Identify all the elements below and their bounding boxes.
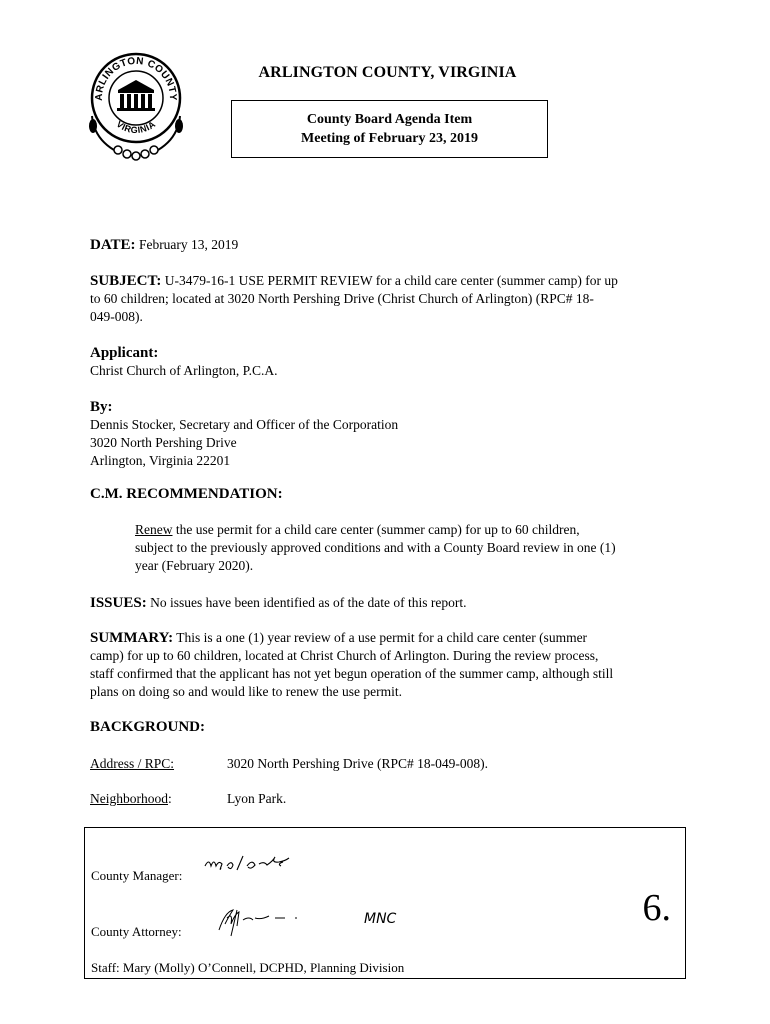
recommendation-text	[135, 521, 695, 575]
meeting-date: Meeting of February 23, 2019	[301, 131, 478, 146]
neighborhood-label: Neighborhood	[90, 791, 168, 806]
issues-label: ISSUES:	[90, 595, 147, 611]
summary-section	[90, 629, 690, 701]
date-line	[90, 236, 238, 254]
agenda-item-title: County Board Agenda Item	[306, 112, 473, 127]
summary-line-4: plans on doing so and would like to renew the use permit.	[90, 684, 402, 699]
county-attorney-initials-mark	[362, 908, 406, 928]
recommendation-label: C.M. RECOMMENDATION:	[90, 486, 283, 502]
summary-line-1: This is a one (1) year review of a use permit for a child care center (summer	[176, 630, 588, 645]
county-manager-signature	[203, 852, 303, 874]
issues-value: No issues have been identified as of the date of this report.	[150, 595, 467, 610]
staff-line: Staff: Mary (Molly) O’Connell, DCPHD, Planning Division	[91, 960, 405, 975]
applicant-label: Applicant:	[90, 345, 159, 361]
seal-text-top: ARLINGTON COUNTY	[93, 55, 179, 101]
date-value: February 13, 2019	[138, 237, 239, 252]
by-label: By:	[90, 399, 113, 415]
recommendation-line-2: subject to the previously approved conditions and with a County Board review in one (1)	[135, 540, 616, 555]
recommendation-verb: Renew	[135, 522, 173, 537]
county-manager-label: County Manager:	[91, 868, 183, 883]
recommendation-line-3: year (February 2020).	[135, 558, 254, 573]
county-seal-logo	[84, 46, 188, 164]
summary-line-3: staff confirmed that the applicant has not yet begun operation of the summer camp, although still	[90, 666, 614, 681]
date-label: DATE:	[90, 237, 136, 253]
item-number: 6.	[642, 887, 671, 929]
county-attorney-signature	[215, 900, 305, 938]
summary-line-2: camp) for up to 60 children, located at Christ Church of Arlington. During the review process,	[90, 648, 599, 663]
by-line-2: 3020 North Pershing Drive	[90, 435, 237, 450]
applicant-section	[90, 344, 278, 380]
by-line-3: Arlington, Virginia 22201	[90, 453, 231, 468]
neighborhood-value: Lyon Park.	[227, 791, 287, 806]
subject-line-2: to 60 children; located at 3020 North Pershing Drive (Christ Church of Arlington) (RPC# 18-	[90, 291, 594, 306]
subject-section	[90, 272, 690, 326]
address-value: 3020 North Pershing Drive (RPC# 18-049-008).	[227, 756, 488, 771]
summary-label: SUMMARY:	[90, 630, 174, 646]
subject-line-1: U-3479-16-1 USE PERMIT REVIEW for a child care center (summer camp) for up	[164, 273, 618, 288]
seal-text-bottom: VIRGINIA	[114, 118, 158, 136]
subject-line-3: 049-008).	[90, 309, 143, 324]
address-label: Address / RPC:	[90, 756, 175, 771]
by-section	[90, 398, 398, 470]
issues-line	[90, 594, 466, 612]
neighborhood-line	[90, 790, 172, 808]
county-attorney-label: County Attorney:	[91, 924, 182, 939]
county-title: ARLINGTON COUNTY, VIRGINIA	[258, 64, 517, 81]
subject-label: SUBJECT:	[90, 273, 162, 289]
recommendation-line-1: the use permit for a child care center (summer camp) for up to 60 children,	[172, 522, 580, 537]
signature-box	[84, 827, 686, 979]
background-label: BACKGROUND:	[90, 719, 205, 735]
by-line-1: Dennis Stocker, Secretary and Officer of the Corporation	[90, 417, 399, 432]
svg-text:VIRGINIA	[115, 119, 158, 135]
neighborhood-colon: :	[168, 791, 172, 806]
county-attorney-initials: MNC	[364, 911, 397, 927]
applicant-value: Christ Church of Arlington, P.C.A.	[90, 363, 278, 378]
agenda-item-box	[231, 100, 548, 158]
